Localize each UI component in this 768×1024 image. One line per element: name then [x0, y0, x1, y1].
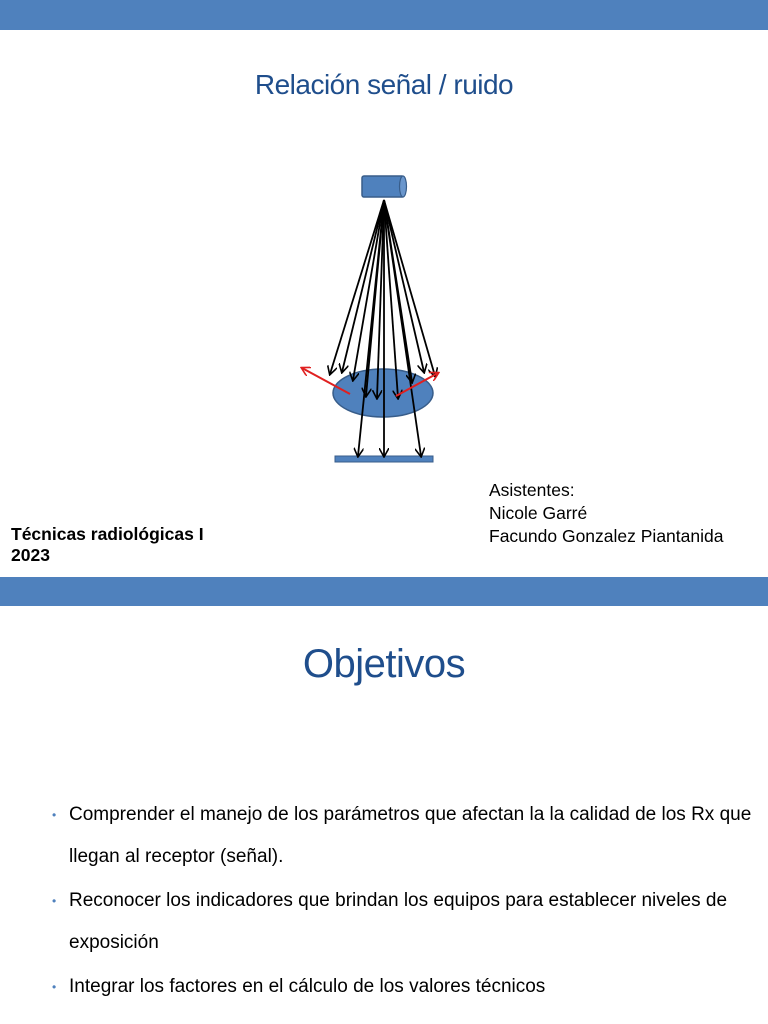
course-year: 2023	[11, 545, 50, 565]
xray-scatter-diagram	[290, 168, 480, 468]
objectives-list	[52, 794, 752, 1010]
slide-title: Relación señal / ruido	[254, 69, 514, 100]
slide-header-bar	[0, 0, 768, 30]
list-item: • Comprender el manejo de los parámetros que afectan la la calidad de los Rx que llegan al receptor (señal).	[52, 794, 752, 878]
slide-separator-bar	[0, 577, 768, 606]
assistant-name: Nicole Garré	[489, 503, 588, 523]
list-item: • Reconocer los indicadores que brindan los equipos para establecer niveles de exposición	[52, 880, 752, 964]
course-info	[11, 524, 204, 566]
xray-tube-icon	[362, 176, 407, 197]
assistants-block	[489, 479, 723, 548]
slide-1	[0, 30, 768, 577]
slide-title: Objetivos	[302, 642, 466, 686]
list-item: • Integrar los factores en el cálculo de los valores técnicos	[52, 966, 752, 1008]
slide-2	[0, 606, 768, 1024]
image-receptor	[335, 456, 433, 462]
assistant-name: Facundo Gonzalez Piantanida	[489, 526, 724, 546]
course-name: Técnicas radiológicas I	[11, 524, 204, 544]
assistants-label: Asistentes:	[489, 480, 575, 500]
